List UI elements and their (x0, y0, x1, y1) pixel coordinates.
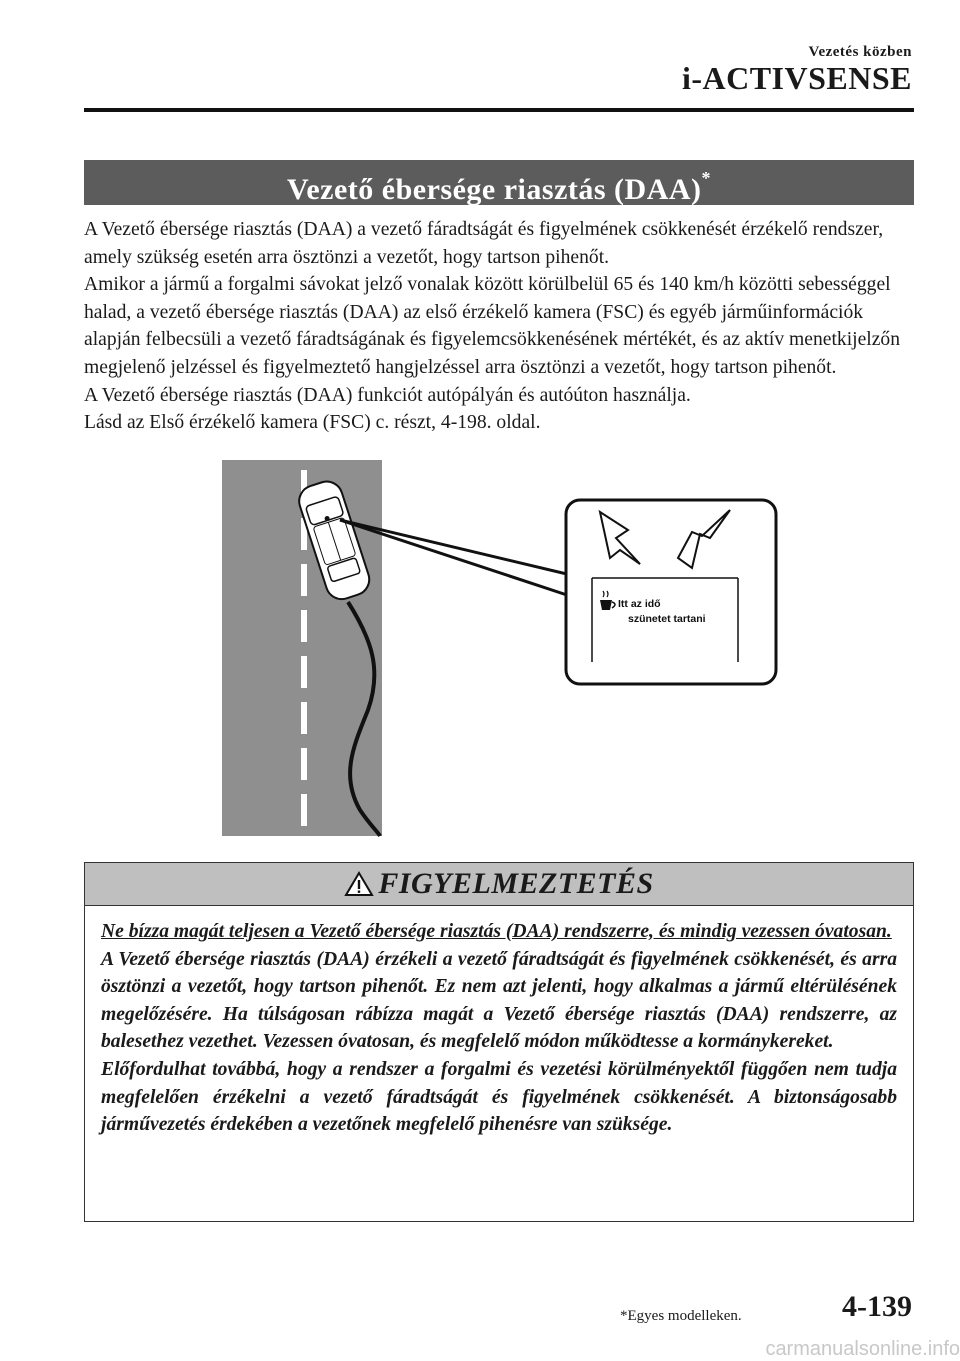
section-title-asterisk: * (701, 168, 712, 188)
header-rule (84, 108, 914, 112)
body-paragraph: Amikor a jármű a forgalmi sávokat jelző vonalak között körülbelül 65 és 140 km/h közötti sebességgel halad, a vezető ébersége riasztás (DAA) az első érzékelő kamera (FSC) és egyéb járműinformációk alapján felbecsüli a vezető fáradtságának és figyelemcsökkenésének mértékét, és az aktív menetkijelzőn megjelenő jelzéssel és figyelmeztető hangjelzéssel arra ösztönzi a vezetőt, hogy tartson pihenőt. (84, 274, 901, 378)
body-paragraph: Lásd az Első érzékelő kamera (FSC) c. részt, 4-198. oldal. (84, 412, 541, 434)
running-header-title: i-ACTIVSENSE (681, 60, 912, 96)
footnote: *Egyes modelleken. (620, 1308, 742, 1324)
watermark: carmanualsonline.info (765, 1338, 960, 1360)
callout-frame (566, 500, 776, 684)
warning-paragraph: A Vezető ébersége riasztás (DAA) érzékeli a vezető fáradtságát és figyelmének csökkenését, és arra ösztönzi a vezetőt, hogy tartson pihenőt. Ez nem azt jelenti, hogy alkalmas a jármű eltérülésének megelőzésére. Ha túlságosan rábízza magát a Vezető ébersége riasztás (DAA) rendszerre, az balesethez vezethet. Vezessen óvatosan, és megfelelő módon működtesse a kormánykereket. (101, 948, 897, 1053)
warning-title: FIGYELMEZTETÉS (378, 867, 654, 900)
warning-body (85, 906, 913, 1139)
section-title: Vezető ébersége riasztás (DAA) (286, 173, 702, 206)
warning-box (84, 862, 914, 1222)
warning-lead: Ne bízza magát teljesen a Vezető ébersége riasztás (DAA) rendszerre, és mindig vezessen óvatosan. (101, 921, 892, 942)
body-paragraph: A Vezető ébersége riasztás (DAA) a vezető fáradtságát és figyelmének csökkenését érzékelő rendszer, amely szükség esetén arra ösztönzi a vezetőt, hogy tartson pihenőt. (84, 219, 884, 268)
display-message-line1: Itt az idő (618, 598, 661, 610)
body-text (84, 216, 914, 437)
page-number: 4-139 (842, 1290, 912, 1323)
display-message-line2: szünetet tartani (628, 613, 706, 625)
running-header-section: Vezetés közben (808, 44, 912, 60)
warning-header (85, 863, 913, 906)
daa-illustration (222, 460, 782, 840)
warning-paragraph: Előfordulhat továbbá, hogy a rendszer a forgalmi és vezetési körülményektől függően nem tudja megfelelően érzékelni a vezető fáradtságát és figyelmének csökkenését. A biztonságosabb járművezetés érdekében a vezetőnek megfelelő pihenésre van szüksége. (101, 1058, 897, 1136)
body-paragraph: A Vezető ébersége riasztás (DAA) funkciót autópályán és autóúton használja. (84, 384, 691, 406)
warning-triangle-icon (344, 871, 374, 897)
section-title-banner (84, 160, 914, 205)
